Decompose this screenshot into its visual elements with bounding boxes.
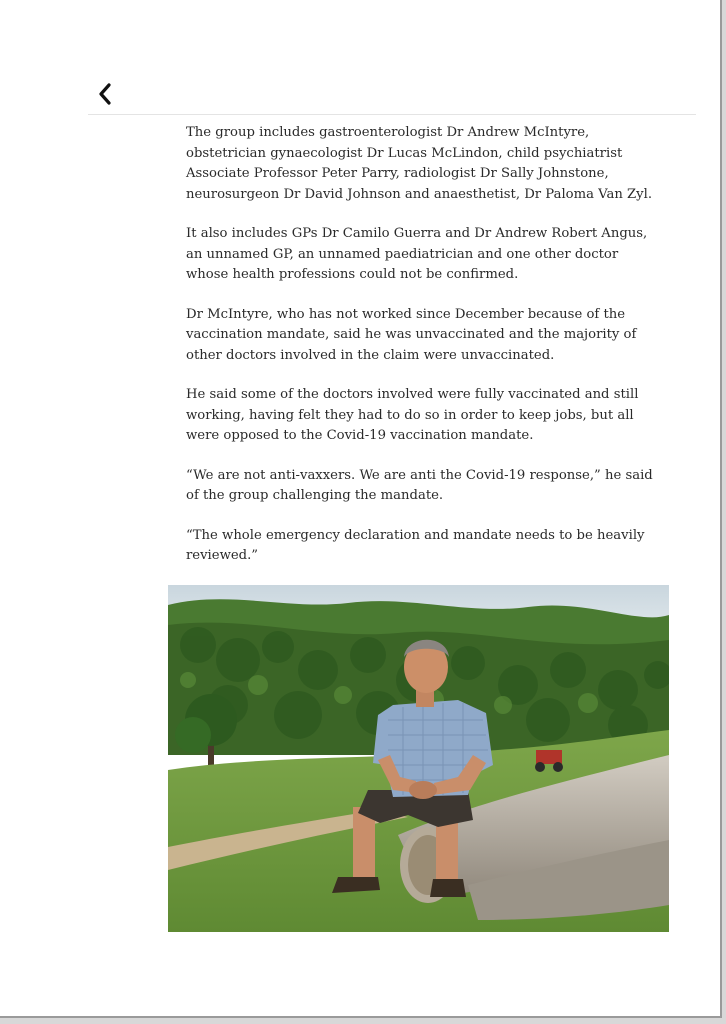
paragraph-3: Dr McIntyre, who has not worked since December because of the vaccination mandate, said he was unvaccinated and the majority of other doctors involved in the claim were unvaccinated. [186, 306, 637, 363]
paragraph-6: “The whole emergency declaration and mandate needs to be heavily reviewed.” [186, 527, 645, 563]
chevron-left-icon [94, 80, 118, 108]
paragraph-2: It also includes GPs Dr Camilo Guerra and Dr Andrew Robert Angus, an unnamed GP, an unnamed paediatrician and one other doctor whose health professions could not be confirmed. [186, 226, 648, 282]
paragraph-1: The group includes gastroenterologist Dr Andrew McIntyre, obstetrician gynaecologist Dr Lucas McLindon, child psychiatrist Associate Professor Peter Parry, radiologist Dr Sally Johnstone, neurosurgeon Dr David Johnson and anaesthetist, Dr Paloma Van Zyl. [186, 125, 653, 202]
back-button[interactable] [94, 80, 118, 108]
paragraph-5: “We are not anti-vaxxers. We are anti the Covid-19 response,” he said of the group challenging the mandate. [186, 467, 653, 503]
article-photo [168, 585, 669, 932]
paragraph-4: He said some of the doctors involved were fully vaccinated and still working, having felt they had to do so in order to keep jobs, but all were opposed to the Covid-19 vaccination mandate. [186, 387, 639, 443]
article-body [186, 123, 656, 586]
header-divider [88, 114, 696, 115]
